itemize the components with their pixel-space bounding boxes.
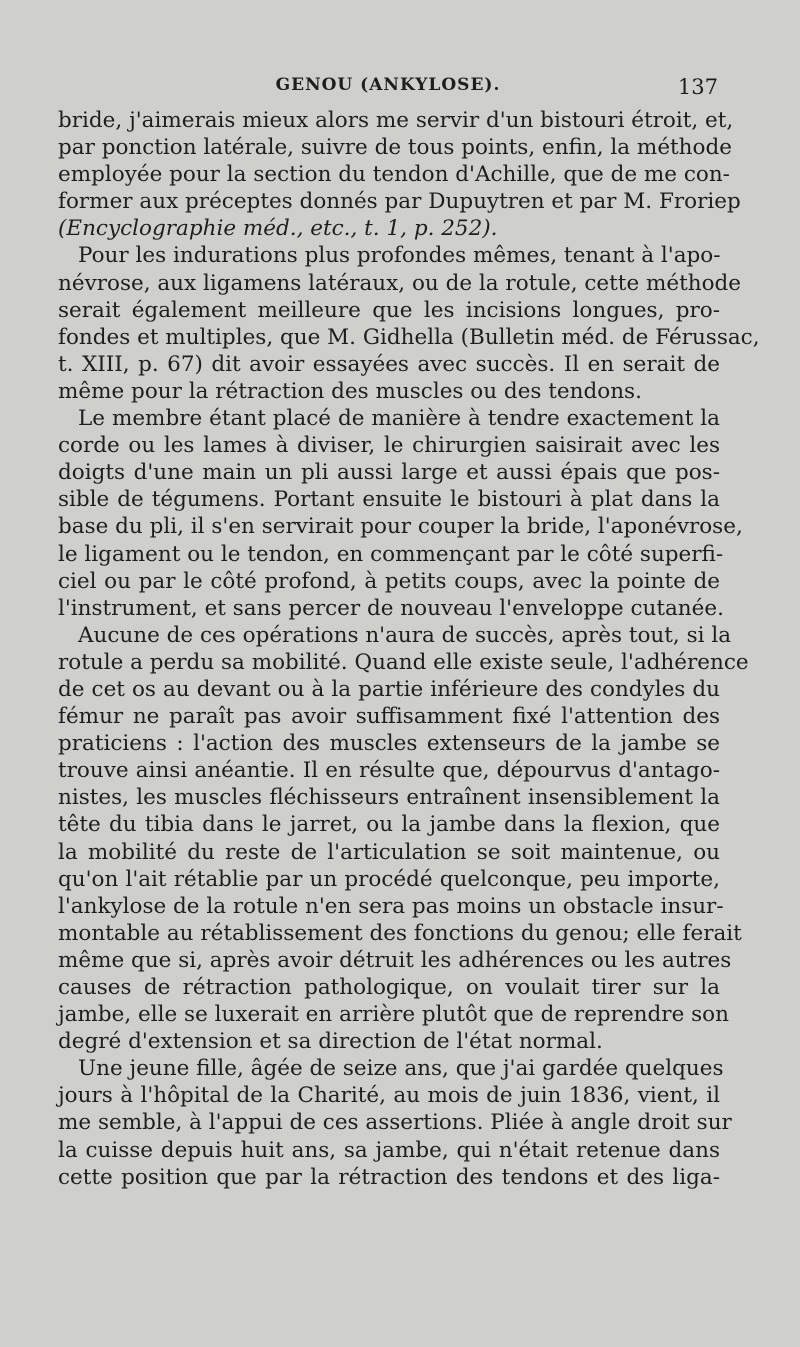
running-title: GENOU (ANKYLOSE). <box>275 75 501 95</box>
text-line: nistes, les muscles fléchisseurs entraînent insensiblement la <box>58 785 720 811</box>
text-line: serait également meilleure que les incisions longues, pro- <box>58 297 720 323</box>
text-line: la mobilité du reste de l'articulation se soit maintenue, ou <box>58 839 720 865</box>
text-line: jours à l'hôpital de la Charité, au mois de juin 1836, vient, il <box>58 1083 720 1109</box>
text-line: la cuisse depuis huit ans, sa jambe, qui n'était retenue dans <box>58 1137 720 1163</box>
paragraph-start: Pour les indurations plus profondes mêmes, tenant à l'apo- <box>78 243 721 269</box>
text-line: me semble, à l'appui de ces assertions. Pliée à angle droit sur <box>58 1110 732 1136</box>
text-line: employée pour la section du tendon d'Achille, que de me con- <box>58 162 730 188</box>
text-line: sible de tégumens. Portant ensuite le bistouri à plat dans la <box>58 487 720 513</box>
paragraph-start: Une jeune fille, âgée de seize ans, que j'ai gardée quelques <box>78 1056 724 1082</box>
text-line: (Encyclographie méd., etc., t. 1, p. 252). <box>58 216 498 242</box>
text-line: le ligament ou le tendon, en commençant par le côté superfi- <box>58 541 724 567</box>
text-line: névrose, aux ligamens latéraux, ou de la rotule, cette méthode <box>58 270 742 296</box>
text-line: t. XIII, p. 67) dit avoir essayées avec succès. Il en serait de <box>58 351 720 377</box>
text-line: trouve ainsi anéantie. Il en résulte que, dépourvus d'antago- <box>58 758 720 784</box>
text-line: l'instrument, et sans percer de nouveau l'enveloppe cutanée. <box>58 595 724 621</box>
text-line: par ponction latérale, suivre de tous points, enfin, la méthode <box>58 135 732 161</box>
text-line: corde ou les lames à diviser, le chirurgien saisirait avec les <box>58 433 720 459</box>
text-line: causes de rétraction pathologique, on voulait tirer sur la <box>58 975 720 1000</box>
text-line: doigts d'une main un pli aussi large et aussi épais que pos- <box>58 460 720 486</box>
page-header <box>58 75 718 105</box>
text-line: fémur ne paraît pas avoir suffisamment fixé l'attention des <box>58 704 720 730</box>
text-line: tête du tibia dans le jarret, ou la jambe dans la flexion, que <box>58 812 720 838</box>
body-text <box>58 107 760 1191</box>
paragraph-start: Aucune de ces opérations n'aura de succès, après tout, si la <box>78 622 732 648</box>
text-line: qu'on l'ait rétablie par un procédé quelconque, peu importe, <box>58 866 720 892</box>
text-line: jambe, elle se luxerait en arrière plutôt que de reprendre son <box>58 1002 729 1028</box>
text-line: même que si, après avoir détruit les adhérences ou les autres <box>58 947 732 973</box>
paragraph-start: Le membre étant placé de manière à tendre exactement la <box>78 406 720 432</box>
text-line: base du pli, il s'en servirait pour couper la bride, l'aponévrose, <box>58 514 743 540</box>
text-line: montable au rétablissement des fonctions du genou; elle ferait <box>58 920 742 946</box>
text-line: cette position que par la rétraction des tendons et des liga- <box>58 1164 720 1190</box>
text-line: bride, j'aimerais mieux alors me servir d'un bistouri étroit, et, <box>58 108 734 133</box>
text-line: ciel ou par le côté profond, à petits coups, avec la pointe de <box>58 568 720 594</box>
text-line: de cet os au devant ou à la partie inférieure des condyles du <box>58 676 720 702</box>
text-line: rotule a perdu sa mobilité. Quand elle existe seule, l'adhérence <box>58 649 749 675</box>
text-line: degré d'extension et sa direction de l'état normal. <box>58 1029 603 1055</box>
text-line: praticiens : l'action des muscles extenseurs de la jambe se <box>58 731 720 757</box>
text-line: l'ankylose de la rotule n'en sera pas moins un obstacle insur- <box>58 893 724 919</box>
text-line: même pour la rétraction des muscles ou des tendons. <box>58 378 642 404</box>
page-number: 137 <box>677 75 718 99</box>
text-line: former aux préceptes donnés par Dupuytren et par M. Froriep <box>58 189 741 215</box>
text-line: fondes et multiples, que M. Gidhella (Bulletin méd. de Férussac, <box>58 324 760 350</box>
